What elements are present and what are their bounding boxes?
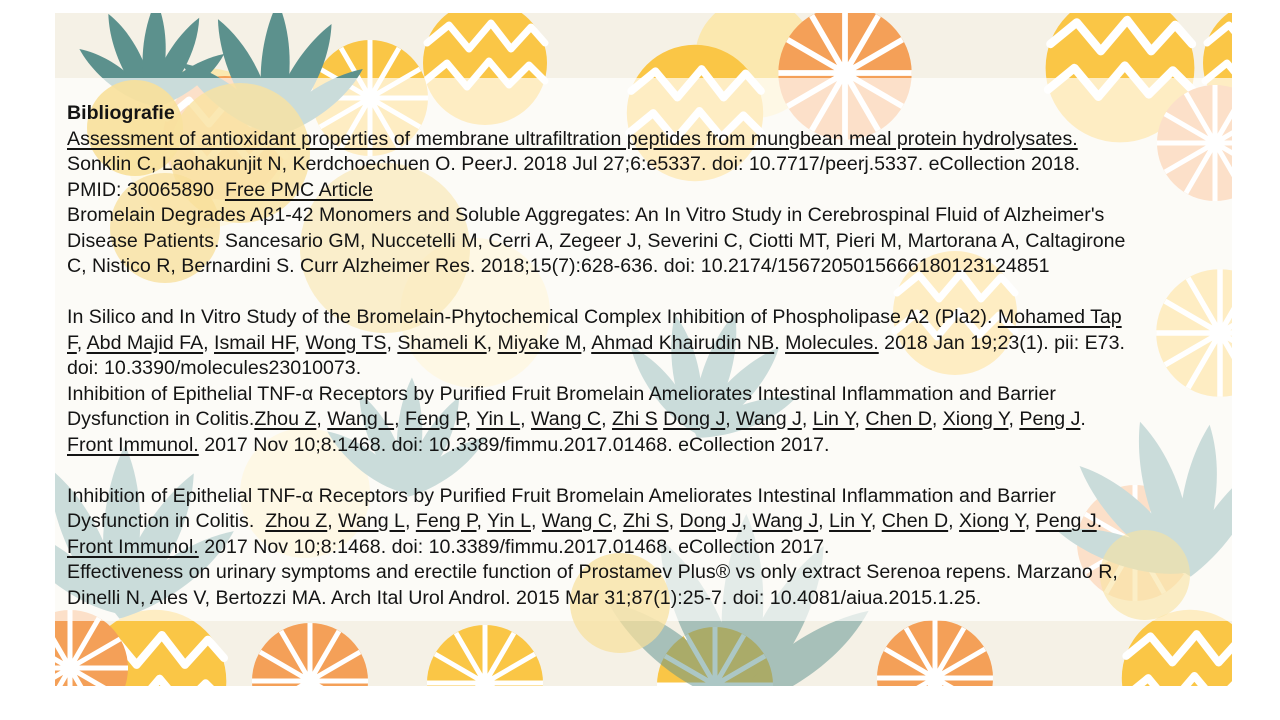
text-run: Sonklin C, Laohakunjit N, Kerdchoechuen O. PeerJ. 2018 Jul 27;6:e5337. doi: 10.7717/peerj.5337. eCollection 2018. bbox=[67, 153, 1081, 175]
text-run: , bbox=[465, 408, 477, 430]
text-run: , bbox=[1024, 510, 1036, 532]
text-run: , bbox=[520, 408, 532, 430]
bibliography-text bbox=[67, 101, 1227, 611]
text-run: In Silico and In Vitro Study of the Bromelain-Phytochemical Complex Inhibition of Phospholipase A2 (Pla2). bbox=[67, 306, 998, 328]
reference-link[interactable]: Chen D bbox=[865, 408, 932, 430]
reference-link[interactable]: Molecules. bbox=[785, 331, 879, 354]
text-line bbox=[67, 152, 1227, 178]
text-run: , bbox=[611, 510, 623, 532]
text-line bbox=[67, 535, 1227, 561]
text-run: , bbox=[581, 331, 592, 354]
text-run: , bbox=[327, 510, 339, 532]
text-run: , bbox=[316, 408, 328, 430]
reference-link[interactable]: Wang C bbox=[541, 510, 612, 532]
reference-link[interactable]: Assessment of antioxidant properties of membrane ultrafiltration peptides from mungbean meal protein hydrolysates. bbox=[67, 127, 1078, 150]
text-line bbox=[67, 178, 1227, 204]
text-line bbox=[67, 458, 1227, 484]
text-run: . bbox=[774, 331, 786, 354]
text-run: Inhibition of Epithelial TNF-α Receptors by Purified Fruit Bromelain Ameliorates Intestinal Inflammation and Barrier bbox=[67, 484, 1056, 507]
text-run: , bbox=[601, 408, 612, 430]
text-line bbox=[67, 127, 1227, 153]
bibliography-heading: Bibliografie bbox=[67, 102, 175, 124]
reference-link[interactable]: Abd Majid FA bbox=[86, 331, 204, 354]
text-run: 2017 Nov 10;8:1468. doi: 10.3389/fimmu.2017.01468. eCollection 2017. bbox=[198, 433, 830, 456]
reference-link[interactable]: Wang J bbox=[736, 408, 802, 430]
text-run: , bbox=[668, 510, 680, 532]
reference-link[interactable]: Dong J bbox=[679, 510, 742, 532]
text-run: doi: 10.3390/molecules23010073. bbox=[67, 357, 362, 379]
text-run: , bbox=[486, 331, 498, 354]
reference-link[interactable]: Zhi S bbox=[611, 408, 658, 430]
reference-link[interactable]: Peng J bbox=[1019, 408, 1081, 430]
text-run: , bbox=[818, 510, 830, 532]
text-line bbox=[67, 433, 1227, 459]
text-run: PMID: 30065890 bbox=[67, 178, 225, 201]
text-run: 2017 Nov 10;8:1468. doi: 10.3389/fimmu.2017.01468. eCollection 2017. bbox=[198, 535, 830, 558]
reference-link[interactable]: Lin Y bbox=[829, 510, 871, 532]
reference-link[interactable]: Xiong Y bbox=[942, 408, 1009, 430]
text-run: , bbox=[404, 510, 416, 532]
reference-link[interactable]: Front Immunol. bbox=[67, 433, 199, 456]
text-line bbox=[67, 331, 1227, 357]
reference-link[interactable]: Shameli K bbox=[397, 331, 487, 354]
text-run: , bbox=[870, 510, 882, 532]
text-run: Dinelli N, Ales V, Bertozzi MA. Arch Ital Urol Androl. 2015 Mar 31;87(1):25-7. doi: 10.4081/aiua.2015.1.25. bbox=[67, 586, 982, 609]
text-line bbox=[67, 407, 1227, 433]
text-run: , bbox=[741, 510, 753, 532]
text-run: Disease Patients. Sancesario GM, Nuccetelli M, Cerri A, Zegeer J, Severini C, Ciotti MT, Pieri M, Martorana A, Caltagirone bbox=[67, 229, 1126, 252]
text-run: , bbox=[1008, 408, 1020, 430]
text-line bbox=[67, 356, 1227, 382]
text-run: , bbox=[386, 331, 398, 354]
text-run: . bbox=[1096, 510, 1103, 532]
reference-link[interactable]: Chen D bbox=[881, 510, 949, 532]
reference-link[interactable]: Ahmad Khairudin NB bbox=[591, 331, 775, 354]
text-run: , bbox=[725, 408, 737, 430]
reference-link[interactable]: Yin L bbox=[476, 408, 521, 430]
reference-link[interactable]: Free PMC Article bbox=[224, 178, 374, 201]
text-run: Dysfunction in Colitis. bbox=[67, 408, 255, 430]
reference-link[interactable]: Wang L bbox=[338, 510, 405, 532]
text-run: , bbox=[294, 331, 306, 354]
reference-link[interactable]: Wang J bbox=[752, 510, 819, 532]
text-run: Dysfunction in Colitis. bbox=[67, 510, 266, 532]
reference-link[interactable]: F bbox=[67, 331, 77, 354]
reference-link[interactable]: Peng J bbox=[1035, 510, 1097, 532]
text-run: Inhibition of Epithelial TNF-α Receptors by Purified Fruit Bromelain Ameliorates Intestinal Inflammation and Barrier bbox=[67, 382, 1056, 405]
reference-link[interactable]: Front Immunol. bbox=[67, 535, 199, 558]
text-run: , bbox=[801, 408, 813, 430]
reference-link[interactable]: Ismail HF bbox=[214, 331, 295, 354]
text-run: Effectiveness on urinary symptoms and erectile function of Prostamev Plus® vs only extract Serenoa repens. Marzano R, bbox=[67, 561, 1118, 583]
reference-link[interactable]: Feng P bbox=[404, 408, 466, 430]
reference-link[interactable]: Feng P bbox=[415, 510, 477, 532]
text-line bbox=[67, 586, 1227, 612]
reference-link[interactable]: Wong TS bbox=[305, 331, 387, 354]
reference-link[interactable]: Zhi S bbox=[622, 510, 669, 532]
text-run: , bbox=[854, 408, 866, 430]
text-run: , bbox=[76, 331, 87, 354]
text-run: , bbox=[948, 510, 960, 532]
reference-link[interactable]: Lin Y bbox=[812, 408, 855, 430]
text-line bbox=[67, 382, 1227, 408]
text-run: , bbox=[931, 408, 943, 430]
text-line bbox=[67, 305, 1227, 331]
reference-link[interactable]: Mohamed Tap bbox=[997, 306, 1122, 328]
reference-link[interactable]: Zhou Z bbox=[254, 408, 317, 430]
text-line bbox=[67, 280, 1227, 306]
reference-link[interactable]: Wang L bbox=[327, 408, 395, 430]
text-run: C, Nistico R, Bernardini S. Curr Alzheimer Res. 2018;15(7):628-636. doi: 10.2174/1567205015666180123124851 bbox=[67, 255, 1050, 277]
text-run: , bbox=[476, 510, 488, 532]
text-line bbox=[67, 229, 1227, 255]
reference-link[interactable]: Yin L bbox=[487, 510, 531, 532]
text-line bbox=[67, 203, 1227, 229]
reference-link[interactable]: Dong J bbox=[663, 408, 726, 430]
text-run: Bromelain Degrades Aβ1-42 Monomers and Soluble Aggregates: An In Vitro Study in Cerebrospinal Fluid of Alzheimer's bbox=[67, 204, 1105, 226]
text-line bbox=[67, 254, 1227, 280]
text-line bbox=[67, 484, 1227, 510]
text-run: , bbox=[203, 331, 215, 354]
reference-link[interactable]: Wang C bbox=[531, 408, 602, 430]
text-run: . bbox=[1080, 408, 1086, 430]
text-run: 2018 Jan 19;23(1). pii: E73. bbox=[878, 331, 1125, 354]
reference-link[interactable]: Xiong Y bbox=[959, 510, 1025, 532]
text-run: , bbox=[394, 408, 405, 430]
text-run: , bbox=[531, 510, 542, 532]
reference-link[interactable]: Miyake M bbox=[497, 331, 582, 354]
text-line bbox=[67, 509, 1227, 535]
reference-link[interactable]: Zhou Z bbox=[265, 510, 328, 532]
text-line bbox=[67, 560, 1227, 586]
